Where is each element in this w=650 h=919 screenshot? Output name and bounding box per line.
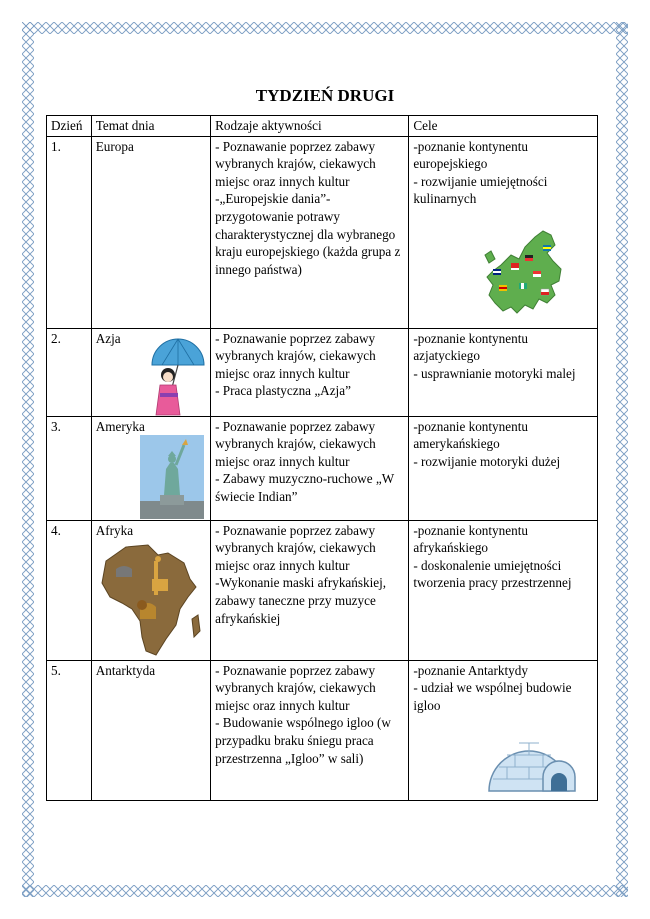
day-number: 3.: [47, 416, 92, 520]
activities-cell: - Poznawanie poprzez zabawy wybranych krajów, ciekawych miejsc oraz innych kultur - Zabawy muzyczno-ruchowe „W świecie Indian”: [211, 416, 409, 520]
header-activities: Rodzaje aktywności: [211, 116, 409, 137]
day-number: 5.: [47, 660, 92, 800]
day-number: 2.: [47, 328, 92, 416]
activities-cell: - Poznawanie poprzez zabawy wybranych krajów, ciekawych miejsc oraz innych kultur - Praca plastyczna „Azja”: [211, 328, 409, 416]
goals-text: -poznanie Antarktydy - udział we wspólnej budowie igloo: [413, 662, 572, 713]
table-row: [47, 520, 598, 660]
header-topic: Temat dnia: [91, 116, 210, 137]
goals-text: -poznanie kontynentu europejskiego - rozwijanie umiejętności kulinarnych: [413, 138, 548, 207]
activities-cell: - Poznawanie poprzez zabawy wybranych krajów, ciekawych miejsc oraz innych kultur -„Europejskie dania”-przygotowanie potrawy charakterystycznej dla wybranego kraju europejskiego (każda grupa z innego państwa): [211, 136, 409, 328]
igloo-icon: [485, 717, 579, 795]
table-row: [47, 660, 598, 800]
week-plan-table: [46, 115, 598, 801]
page-border-bottom: [22, 885, 628, 897]
goals-cell: -poznanie kontynentu afrykańskiego - doskonalenie umiejętności tworzenia pracy przestrzennej: [409, 520, 598, 660]
table-row: [47, 416, 598, 520]
topic-name: Azja: [95, 330, 121, 346]
page-border-right: [616, 22, 628, 897]
topic-cell: [91, 660, 210, 800]
day-number: 1.: [47, 136, 92, 328]
header-day: Dzień: [47, 116, 92, 137]
statue-of-liberty-icon: [140, 435, 204, 519]
goals-cell: [409, 136, 598, 328]
table-row: [47, 136, 598, 328]
europe-map-icon: [481, 225, 565, 317]
header-goals: Cele: [409, 116, 598, 137]
asian-girl-umbrella-icon: [148, 335, 206, 417]
activities-cell: - Poznawanie poprzez zabawy wybranych krajów, ciekawych miejsc oraz innych kultur -Wykonanie maski afrykańskiej, zabawy taneczne przy muzyce afrykańskiej: [211, 520, 409, 660]
goals-cell: -poznanie kontynentu amerykańskiego - rozwijanie motoryki dużej: [409, 416, 598, 520]
table-row: [47, 328, 598, 416]
topic-cell: [91, 328, 210, 416]
topic-name: Afryka: [95, 522, 134, 538]
topic-name: Ameryka: [95, 418, 145, 434]
topic-cell: [91, 136, 210, 328]
africa-map-icon: [96, 539, 202, 659]
goals-cell: -poznanie kontynentu azjatyckiego - usprawnianie motoryki malej: [409, 328, 598, 416]
activities-cell: - Poznawanie poprzez zabawy wybranych krajów, ciekawych miejsc oraz innych kultur - Budowanie wspólnego igloo (w przypadku braku śniegu praca przestrzenna „Igloo” w sali): [211, 660, 409, 800]
topic-cell: [91, 416, 210, 520]
page-border-left: [22, 22, 34, 897]
page-title: TYDZIEŃ DRUGI: [255, 86, 395, 105]
topic-name: Antarktyda: [95, 662, 156, 678]
topic-name: Europa: [95, 138, 134, 154]
table-header-row: [47, 116, 598, 137]
day-number: 4.: [47, 520, 92, 660]
topic-cell: [91, 520, 210, 660]
goals-cell: [409, 660, 598, 800]
page-border-top: [22, 22, 628, 34]
